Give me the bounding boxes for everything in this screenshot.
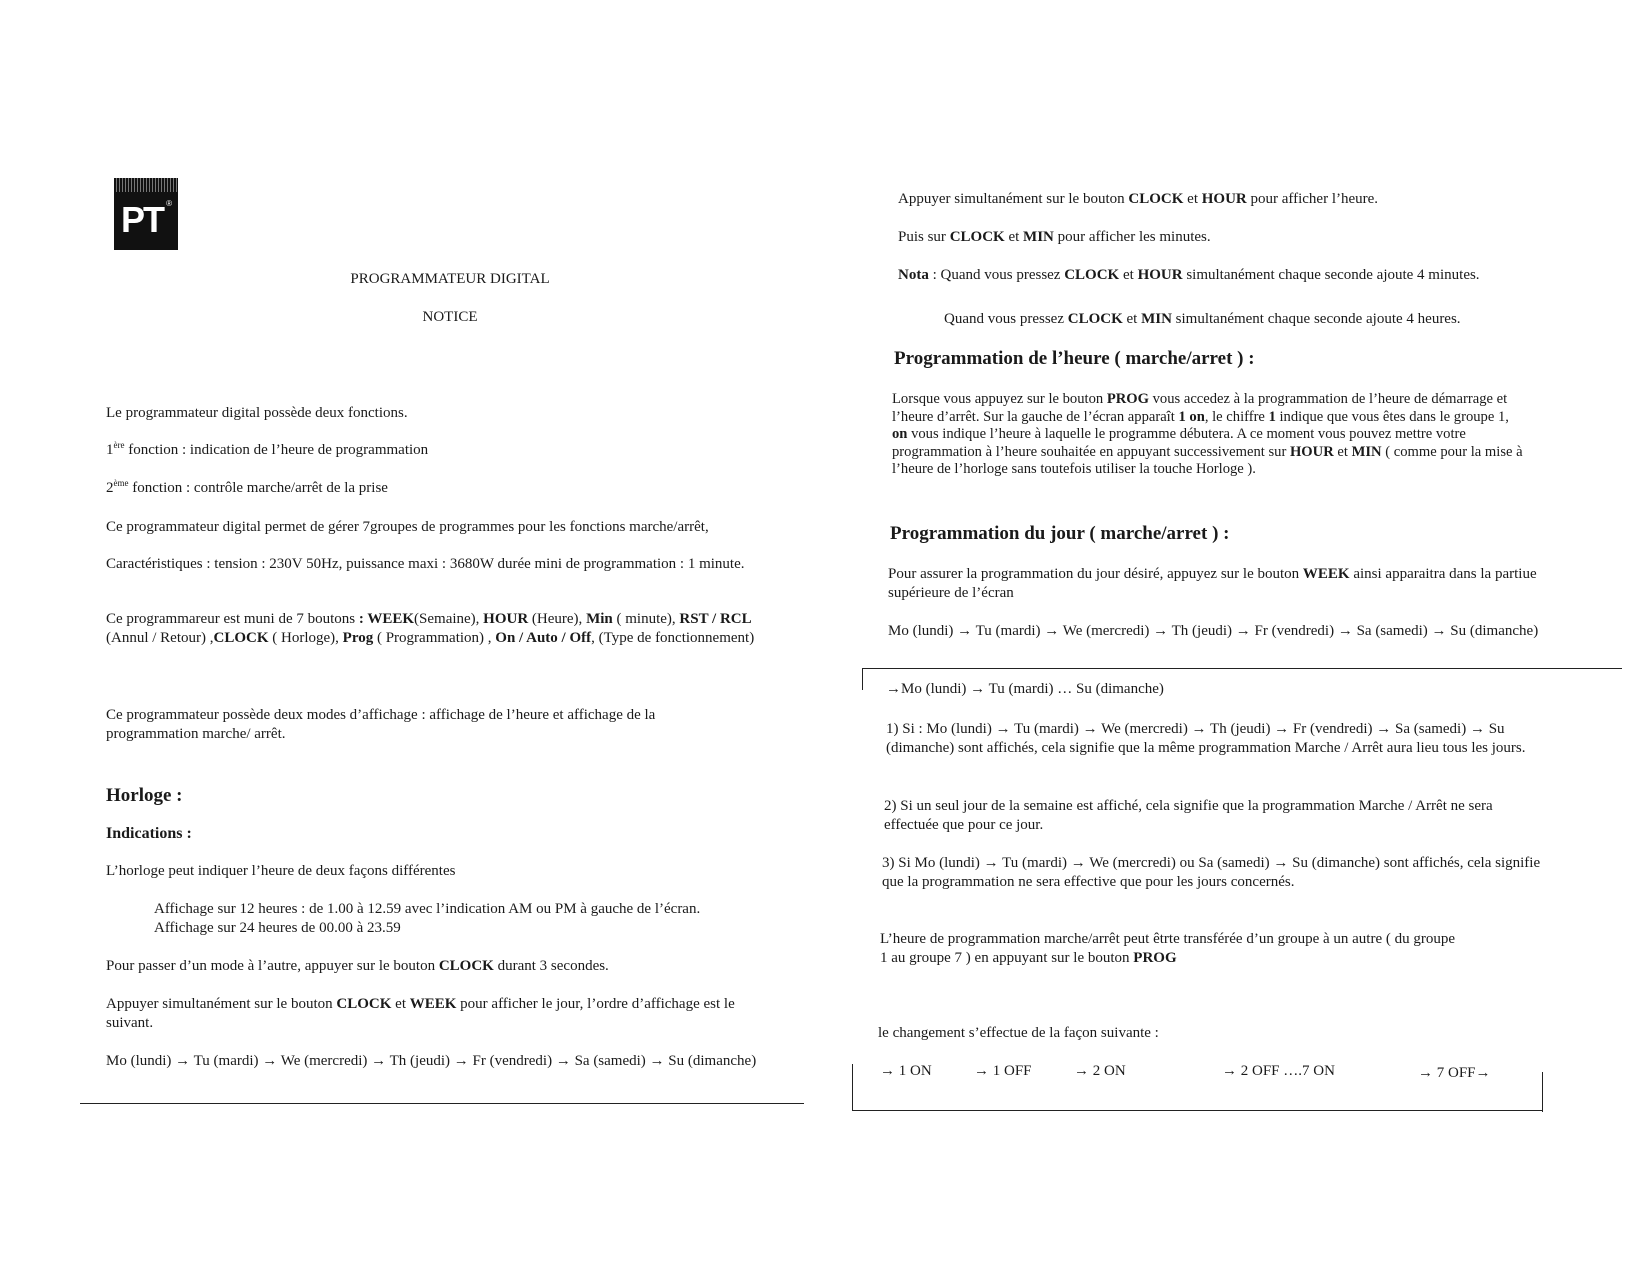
nota-text-2: Quand vous pressez CLOCK et MIN simultanément chaque seconde ajoute 4 heures. (944, 311, 1461, 327)
indications-heading: Indications : (106, 825, 192, 842)
display-12h: Affichage sur 12 heures : de 1.00 à 12.59 avec l’indication AM ou PM à gauche de l’écran. (154, 901, 701, 917)
seq-right-rule (1542, 1072, 1543, 1112)
seq-bottom-rule (852, 1110, 1543, 1111)
seq-step-1: → 1 ON (880, 1063, 932, 1079)
day-loop-text: →Mo (lundi) → Tu (mardi) … Su (dimanche) (886, 681, 1164, 697)
change-text: le changement s’effectue de la façon suivante : (878, 1025, 1159, 1041)
switch-mode-text: Pour passer d’un mode à l’autre, appuyer sur le bouton CLOCK durant 3 secondes. (106, 958, 609, 974)
groups-text: Ce programmateur digital permet de gérer 7groupes de programmes pour les fonctions marche/arrêt, (106, 519, 709, 535)
day-order-text: Mo (lundi) → Tu (mardi) → We (mercredi) → Th (jeudi) → Fr (vendredi) → Sa (samedi) → Su (dimanche) (106, 1053, 757, 1069)
heure-heading: Programmation de l’heure ( marche/arret ) : (894, 348, 1255, 369)
loop-top-rule (862, 668, 1622, 669)
characteristics-text: Caractéristiques : tension : 230V 50Hz, puissance maxi : 3680W durée mini de programmation : 1 minute. (106, 556, 745, 572)
page-title: PROGRAMMATEUR DIGITAL (350, 271, 550, 287)
seq-step-4: → 2 OFF ….7 ON (1222, 1063, 1335, 1079)
pt-logo (114, 178, 178, 250)
case-1-text: 1) Si : Mo (lundi) → Tu (mardi) → We (mercredi) → Th (jeudi) → Fr (vendredi) → Sa (samedi) → Su (dimanche) sont affichés, cela signifie que la même programmation Marche / Arrêt aura lieu tous les jours. (886, 721, 1526, 756)
function-1: 1ère fonction : indication de l’heure de programmation (106, 440, 429, 458)
horloge-heading: Horloge : (106, 785, 183, 806)
week-display-text: Appuyer simultanément sur le bouton CLOCK et WEEK pour afficher le jour, l’ordre d’affichage est le suivant. (106, 996, 735, 1031)
function-2: 2ème fonction : contrôle marche/arrêt de la prise (106, 478, 388, 496)
display-modes-text: Ce programmateur possède deux modes d’affichage : affichage de l’heure et affichage de la programmation marche/ arrêt. (106, 707, 656, 742)
nota-text: Nota : Quand vous pressez CLOCK et HOUR simultanément chaque seconde ajoute 4 minutes. (898, 267, 1480, 283)
intro-text: Le programmateur digital possède deux fonctions. (106, 405, 408, 421)
case-2-text: 2) Si un seul jour de la semaine est affiché, cela signifie que la programmation Marche / Arrêt ne sera effectuée que pour ce jour. (884, 798, 1493, 833)
heure-text: Lorsque vous appuyez sur le bouton PROG vous accedez à la programmation de l’heure de démarrage et l’heure d’arrêt. Sur la gauche de l’écran apparaît 1 on, le chiffre 1 indique que vous êtes dans le groupe 1, on vous indique l’heure à laquelle le programme débutera. A ce moment vous pouvez mettre votre programmation à l’heure souhaitée en appuyant successivement sur HOUR et MIN ( comme pour la mise à l’heure de l’horloge sans toutefois utiliser la touche Horloge ). (892, 391, 1523, 477)
logo-registered-mark: ® (166, 199, 172, 208)
logo-hatch (114, 178, 178, 192)
jour-text: Pour assurer la programmation du jour désiré, appuyez sur le bouton WEEK ainsi apparaitra dans la partiue supérieure de l’écran (888, 566, 1537, 601)
seq-step-5: → 7 OFF→ (1418, 1065, 1491, 1081)
seq-left-rule (852, 1064, 853, 1110)
logo-text: PT (121, 199, 164, 240)
left-bottom-rule (80, 1103, 804, 1104)
jour-heading: Programmation du jour ( marche/arret ) : (890, 523, 1230, 544)
clock-min-text: Puis sur CLOCK et MIN pour afficher les minutes. (898, 229, 1211, 245)
page-subtitle: NOTICE (422, 309, 478, 325)
seq-step-2: → 1 OFF (974, 1063, 1032, 1079)
clock-hour-text: Appuyer simultanément sur le bouton CLOCK et HOUR pour afficher l’heure. (898, 191, 1379, 207)
loop-left-rule (862, 668, 863, 690)
transfer-text: L’heure de programmation marche/arrêt peut êtrte transférée d’un groupe à un autre ( du groupe 1 au groupe 7 ) en appuyant sur le bouton PROG (880, 931, 1456, 966)
buttons-text: Ce programmareur est muni de 7 boutons : WEEK(Semaine), HOUR (Heure), Min ( minute), RST / RCL (Annul / Retour) ,CLOCK ( Horloge), Prog ( Programmation) , On / Auto / Off, (Type de fonctionnement) (106, 611, 755, 646)
jour-day-order: Mo (lundi) → Tu (mardi) → We (mercredi) → Th (jeudi) → Fr (vendredi) → Sa (samedi) → Su (dimanche) (888, 623, 1539, 639)
display-24h: Affichage sur 24 heures de 00.00 à 23.59 (154, 920, 401, 936)
seq-step-3: → 2 ON (1074, 1063, 1126, 1079)
horloge-text: L’horloge peut indiquer l’heure de deux façons différentes (106, 863, 456, 879)
case-3-text: 3) Si Mo (lundi) → Tu (mardi) → We (mercredi) ou Sa (samedi) → Su (dimanche) sont affichés, cela signifie que la programmation ne sera effective que pour les jours concernés. (882, 855, 1541, 890)
